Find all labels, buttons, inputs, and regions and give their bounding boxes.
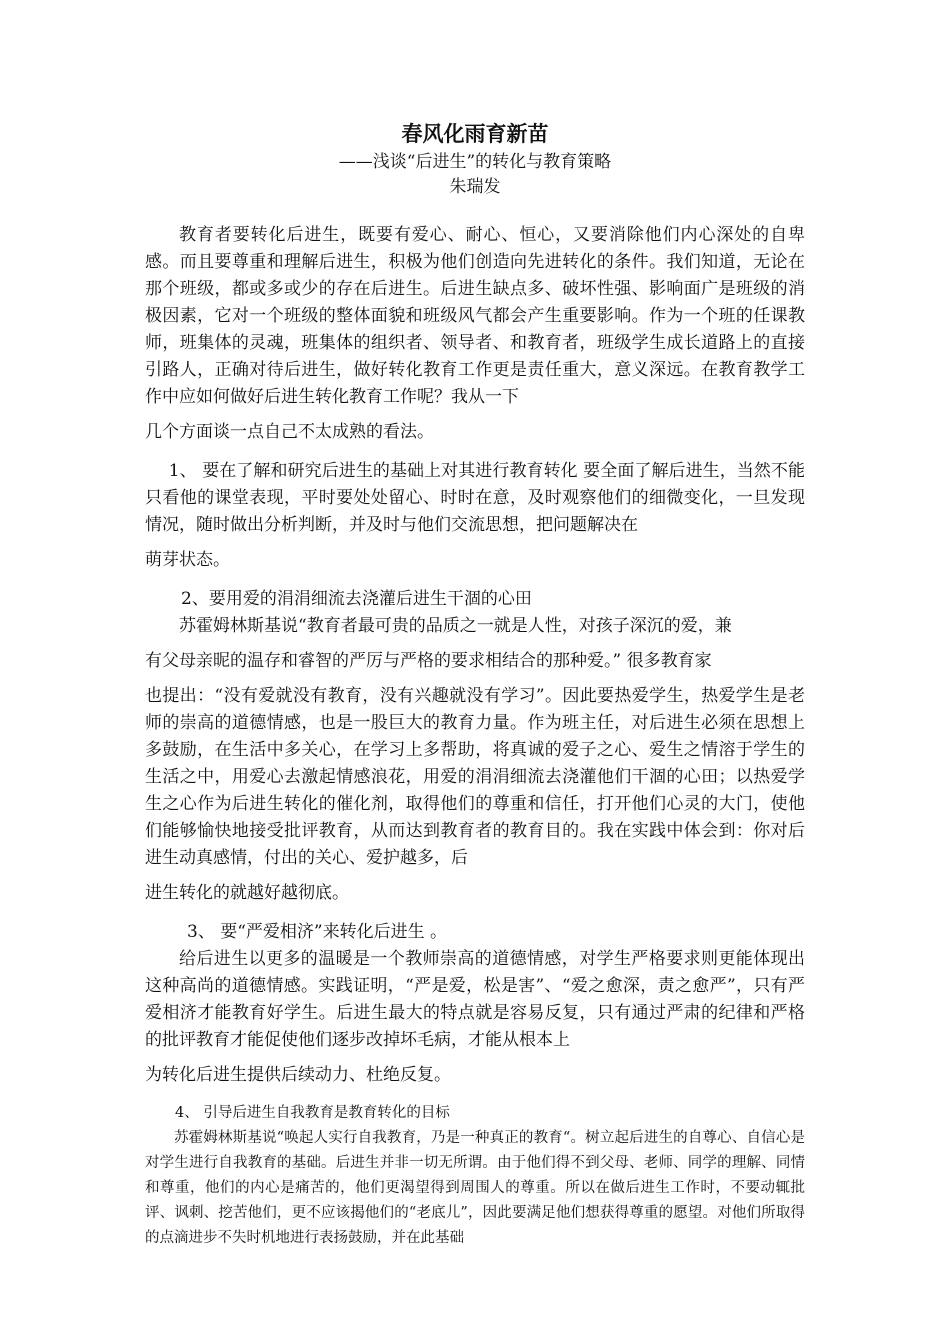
intro-paragraph-end: 几个方面谈一点自己不太成熟的看法。 bbox=[145, 422, 434, 442]
document-subtitle: ——浅谈“后进生”的转化与教育策略 bbox=[338, 152, 612, 172]
section-4-heading: 4、 引导后进生自我教育是教育转化的目标 bbox=[175, 1105, 450, 1121]
intro-paragraph: 教育者要转化后进生，既要有爱心、耐心、恒心，又要消除他们内心深处的自卑感。而且要尊重和理解后进生，积极为他们创造向先进转化的条件。我们知道，无论在那个班级，都或多或少的存在后进生。后进生缺点多、破坏性强、影响面广是班级的消极因素，它对一个班级的整体面貌和班级风气都会产生重要影响。作为一个班的任课教师，班集体的灵魂，班集体的组织者、领导者、和教育者，班级学生成长道路上的直接引路人，正确对待后进生，做好转化教育工作更是责任重大，意义深远。在教育教学工作中应如何做好后进生转化教育工作呢？我从一下 bbox=[145, 225, 805, 407]
section-2-end: 进生转化的就越好越彻底。 bbox=[145, 883, 349, 903]
section-2-paragraph-2: 有父母亲昵的温存和睿智的严厉与严格的要求相结合的那种爱。” 很多教育家 bbox=[145, 651, 712, 671]
section-2-paragraph-1: 苏霍姆林斯基说“教育者最可贵的品质之一就是人性，对孩子深沉的爱，兼 bbox=[179, 616, 732, 636]
section-2-paragraph-3: 也提出：“没有爱就没有教育，没有兴趣就没有学习”。因此要热爱学生，热爱学生是老师的崇高的道德情感，也是一股巨大的教育力量。作为班主任，对后进生必须在思想上多鼓励，在生活中多关心，在学习上多帮助，将真诚的爱子之心、爱生之情溶于学生的生活之中，用爱心去激起情感浪花，用爱的涓涓细流去浇灌他们干涸的心田；以热爱学生之心作为后进生转化的催化剂，取得他们的尊重和信任，打开他们心灵的大门，使他们能够愉快地接受批评教育，从而达到教育者的教育目的。我在实践中体会到：你对后进生动真感情，付出的关心、爱护越多，后 bbox=[145, 686, 805, 868]
section-4-paragraph-1: 苏霍姆林斯基说“唤起人实行自我教育，乃是一种真正的教育“。树立起后进生的自尊心、自信心是对学生进行自我教育的基础。后进生并非一切无所谓。由于他们得不到父母、老师、同学的理解、同情和尊重，他们的内心是痛苦的，他们更渴望得到周围人的尊重。所以在做后进生工作时，不要动辄批评、讽刺、挖苦他们，更不应该揭他们的“老底儿”，因此要满足他们想获得尊重的愿望。对他们所取得的点滴进步不失时机地进行表扬鼓励，并在此基础 bbox=[145, 1130, 805, 1246]
section-3-heading: 3、 要“严爱相济”来转化后进生 。 bbox=[187, 922, 448, 942]
section-3-end: 为转化后进生提供后续动力、杜绝反复。 bbox=[145, 1065, 451, 1085]
section-1-heading: 1、 要在了解和研究后进生的基础上对其进行教育转化 要全面了解后进生，当然不能只看他的课堂表现，平时要处处留心、时时在意，及时观察他们的细微变化，一旦发现情况，随时做出分析判断，并及时与他们交流思想，把问题解决在 bbox=[145, 461, 805, 535]
section-4 bbox=[145, 1101, 805, 1251]
document-title: 春风化雨育新苗 bbox=[401, 121, 549, 146]
section-2-heading: 2、要用爱的涓涓细流去浇灌后进生干涸的心田 bbox=[181, 589, 532, 609]
document-body bbox=[145, 222, 805, 1251]
section-3-paragraph-1: 给后进生以更多的温暖是一个教师崇高的道德情感，对学生严格要求则更能体现出这种高尚的道德情感。实践证明，“严是爱，松是害”、“爱之愈深，责之愈严”，只有严爱相济才能教育好学生。后进生最大的特点就是容易反复，只有通过严肃的纪律和严格的批评教育才能促使他们逐步改掉坏毛病，才能从根本上 bbox=[145, 949, 805, 1050]
section-1-end: 萌芽状态。 bbox=[145, 550, 230, 570]
document-author: 朱瑞发 bbox=[449, 177, 501, 197]
